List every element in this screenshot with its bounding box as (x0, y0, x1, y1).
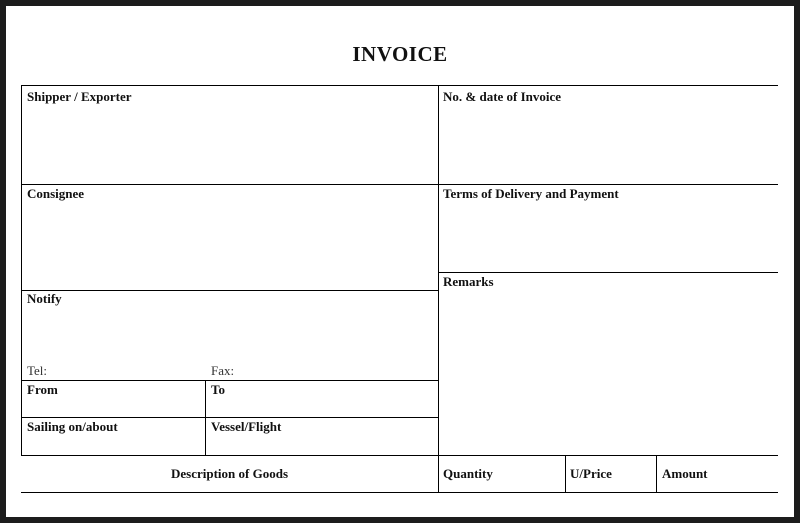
remarks-label: Remarks (443, 274, 494, 289)
tel-label: Tel: (27, 363, 48, 378)
rule-goods-header (21, 455, 778, 456)
sailing-label: Sailing on/about (27, 419, 118, 434)
quantity-header: Quantity (443, 466, 493, 481)
amount-header: Amount (662, 466, 708, 481)
shipper-exporter-label: Shipper / Exporter (27, 89, 132, 104)
from-label: From (27, 382, 58, 397)
notify-label: Notify (27, 291, 62, 306)
invoice-title: INVOICE (352, 42, 448, 66)
invoice-page (6, 6, 794, 517)
invoice-number-date-label: No. & date of Invoice (443, 89, 562, 104)
description-header: Description of Goods (171, 466, 288, 481)
rule-price-amount-divider (656, 455, 657, 492)
to-field[interactable] (206, 381, 438, 417)
fax-label: Fax: (211, 363, 235, 378)
vessel-label: Vessel/Flight (211, 419, 282, 434)
consignee-label: Consignee (27, 186, 85, 201)
terms-label: Terms of Delivery and Payment (443, 186, 619, 201)
rule-qty-price-divider (565, 455, 566, 492)
remarks-field[interactable] (439, 273, 778, 455)
consignee-field[interactable] (22, 185, 438, 290)
rule-bottom (21, 492, 778, 493)
unit-price-header: U/Price (570, 466, 612, 481)
to-label: To (211, 382, 225, 397)
